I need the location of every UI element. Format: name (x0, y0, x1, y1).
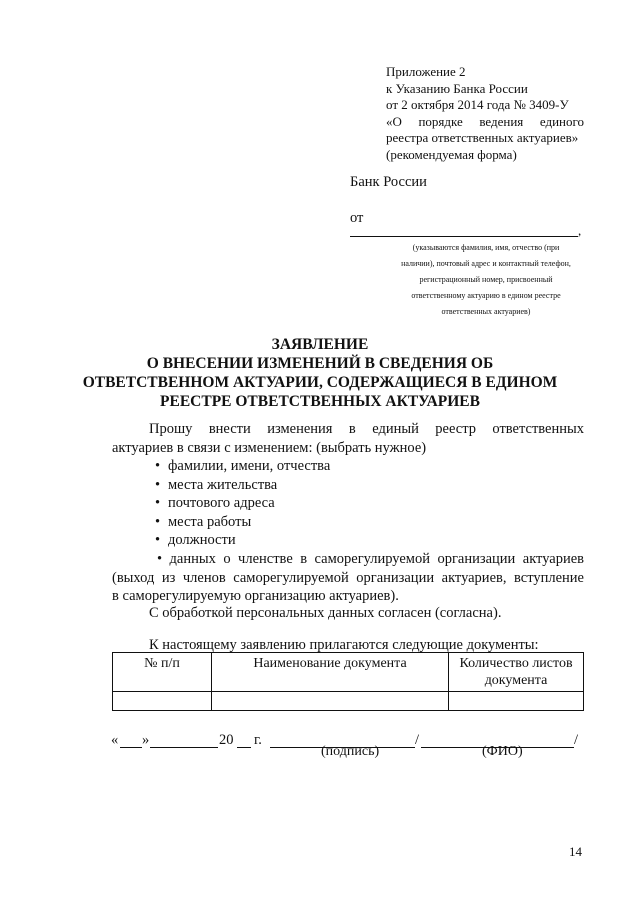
table-cell (212, 692, 449, 711)
option-item: • места жительства (155, 476, 330, 495)
table-row (113, 692, 584, 711)
annex-line: от 2 октября 2014 года № 3409-У (386, 97, 569, 112)
option-item: • фамилии, имени, отчества (155, 457, 330, 476)
from-note (388, 240, 584, 320)
date-quote-open: « (111, 732, 119, 748)
sro-paragraph (112, 550, 584, 606)
attachments-table (112, 652, 584, 711)
header-sheet-count: Количество листов документа (449, 653, 584, 692)
note-line: ответственному актуарию в едином реестре (411, 291, 561, 300)
month-blank (150, 747, 218, 748)
year-prefix: 20 (219, 732, 234, 748)
option-item: • почтового адреса (155, 494, 330, 513)
request-paragraph (112, 420, 584, 457)
consent-text: С обработкой персональных данных согласен (согласна). (149, 605, 502, 621)
signature-label: (подпись) (321, 744, 380, 759)
sro-line: (выход из членов саморегулируемой организации актуариев, вступление (112, 569, 584, 586)
sro-line: • данных о членстве в саморегулируемой организации актуариев (157, 551, 584, 567)
title-line: О ВНЕСЕНИИ ИЗМЕНЕНИЙ В СВЕДЕНИЯ ОБ (146, 355, 494, 372)
table-cell (113, 692, 212, 711)
recipient: Банк России (350, 174, 427, 190)
header-number: № п/п (113, 653, 212, 692)
from-blank-line (350, 236, 578, 237)
day-blank (120, 747, 142, 748)
annex-header (386, 64, 584, 163)
annex-line: Приложение 2 (386, 64, 466, 79)
header-document-name: Наименование документа (212, 653, 449, 692)
date-quote-close: » (142, 732, 150, 748)
year-suffix: г. (254, 732, 262, 748)
annex-line: «О порядке ведения единого (386, 113, 584, 129)
annex-line: к Указанию Банка России (386, 80, 528, 96)
request-line: Прошу внести изменения в единый реестр ответственных (149, 421, 584, 437)
attachments-intro: К настоящему заявлению прилагаются следующие документы: (149, 637, 539, 653)
note-line: ответственных актуариев) (441, 307, 531, 316)
note-line: (указываются фамилия, имя, отчество (при (412, 243, 560, 252)
table-cell (449, 692, 584, 711)
title-line: ЗАЯВЛЕНИЕ (271, 336, 369, 353)
annex-line: реестра ответственных актуариев» (386, 130, 579, 145)
name-slash: / (574, 732, 579, 748)
sro-line: в саморегулируемую организацию актуариев). (112, 588, 399, 604)
year-blank (237, 747, 251, 748)
name-label: (ФИО) (482, 744, 523, 759)
table-header-row (113, 653, 584, 692)
title-line: РЕЕСТРЕ ОТВЕТСТВЕННЫХ АКТУАРИЕВ (160, 393, 480, 410)
note-line: наличии), почтовый адрес и контактный телефон, (401, 259, 571, 268)
from-label: от (350, 210, 364, 226)
document-title (60, 335, 580, 411)
from-comma: , (578, 223, 582, 238)
title-line: ОТВЕТСТВЕННОМ АКТУАРИИ, СОДЕРЖАЩИЕСЯ В ЕДИНОМ (82, 374, 558, 391)
request-line: актуариев в связи с изменением: (выбрать нужное) (112, 439, 427, 456)
note-line: регистрационный номер, присвоенный (419, 275, 553, 284)
options-list (155, 457, 330, 550)
annex-line: (рекомендуемая форма) (386, 146, 517, 162)
option-item: • должности (155, 531, 330, 550)
option-item: • места работы (155, 513, 330, 532)
signature-slash: / (415, 732, 420, 748)
page-number: 14 (569, 844, 582, 859)
